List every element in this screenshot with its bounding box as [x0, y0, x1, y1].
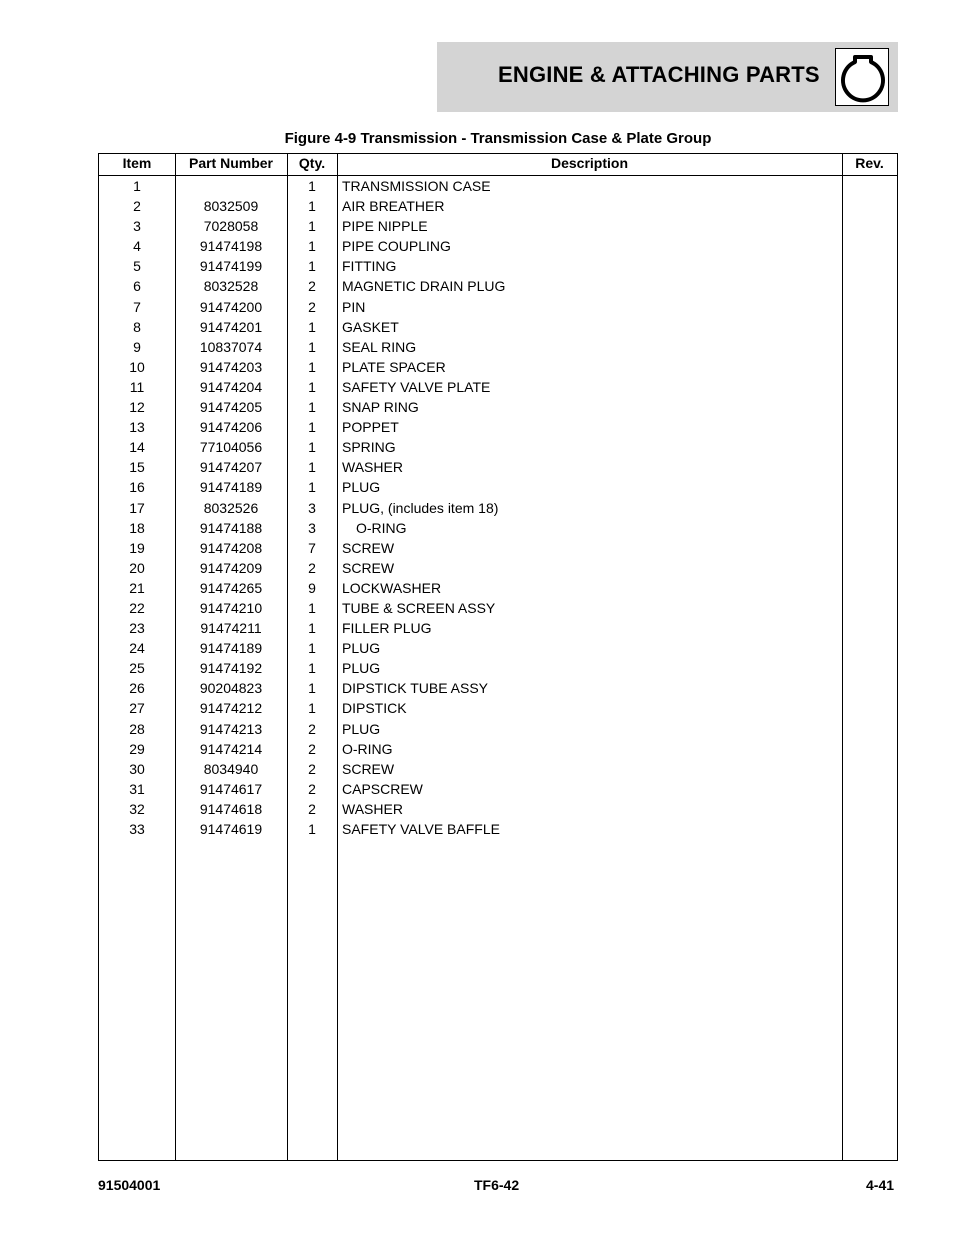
- qty-cell: 1: [308, 599, 316, 616]
- description-cell: PLATE SPACER: [342, 358, 446, 375]
- item-cell: 32: [129, 800, 145, 817]
- part-number-cell: 91474189: [199, 640, 263, 657]
- description-cell: SCREW: [342, 760, 395, 777]
- qty-cell: 1: [308, 238, 316, 255]
- qty-cell: 1: [308, 700, 316, 717]
- item-cell: 30: [129, 760, 145, 777]
- table-body: [99, 176, 897, 839]
- item-cell: 22: [129, 599, 145, 616]
- part-number-cell: 91474206: [199, 419, 263, 436]
- qty-cell: 2: [308, 800, 316, 817]
- header-item: Item: [122, 155, 152, 171]
- description-cell: SNAP RING: [342, 399, 419, 416]
- qty-cell: 1: [308, 680, 316, 697]
- part-number-cell: 91474617: [199, 780, 263, 797]
- part-number-cell: 91474189: [199, 479, 263, 496]
- part-number-cell: 91474265: [199, 579, 263, 596]
- part-number-cell: 91474210: [199, 599, 263, 616]
- part-number-cell: 7028058: [203, 218, 259, 235]
- part-number-cell: [175, 176, 287, 196]
- part-number-cell: 91474200: [199, 298, 263, 315]
- description-cell: SPRING: [342, 439, 396, 456]
- table-row: [99, 598, 897, 618]
- description-cell: O-RING: [342, 740, 393, 757]
- qty-cell: 1: [308, 479, 316, 496]
- table-row: [99, 518, 897, 538]
- engine-section-icon: [835, 48, 889, 106]
- footer-page-code: TF6-42: [474, 1177, 520, 1193]
- item-cell: 13: [129, 419, 145, 436]
- description-cell: WASHER: [342, 800, 403, 817]
- part-number-cell: 77104056: [199, 439, 263, 456]
- item-cell: 6: [133, 278, 141, 295]
- description-cell: PLUG, (includes item 18): [342, 499, 499, 516]
- table-row: [99, 578, 897, 598]
- part-number-cell: 91474199: [199, 258, 263, 275]
- table-row: [99, 457, 897, 477]
- footer-page-number: 4-41: [866, 1177, 895, 1193]
- table-row: [99, 618, 897, 638]
- qty-cell: 7: [308, 539, 316, 556]
- description-cell: GASKET: [342, 318, 399, 335]
- item-cell: 17: [129, 499, 145, 516]
- table-row: [99, 719, 897, 739]
- description-cell: AIR BREATHER: [342, 198, 445, 215]
- qty-cell: 1: [308, 459, 316, 476]
- description-cell: TUBE & SCREEN ASSY: [342, 599, 496, 616]
- table-row: [99, 698, 897, 718]
- part-number-cell: 91474211: [200, 620, 262, 637]
- item-cell: 25: [129, 660, 145, 677]
- description-cell: O-RING: [356, 519, 407, 536]
- qty-cell: 1: [308, 318, 316, 335]
- qty-cell: 2: [308, 298, 316, 315]
- part-number-cell: 91474212: [199, 700, 263, 717]
- item-cell: 12: [129, 399, 145, 416]
- table-row: [99, 276, 897, 296]
- table-row: [99, 538, 897, 558]
- table-row: [99, 739, 897, 759]
- part-number-cell: 8032509: [203, 198, 259, 215]
- header-qty: Qty.: [298, 155, 326, 171]
- table-row: [99, 658, 897, 678]
- qty-cell: 1: [308, 399, 316, 416]
- table-row: [99, 256, 897, 276]
- table-row: [99, 337, 897, 357]
- item-cell: 2: [133, 198, 141, 215]
- qty-cell: 2: [308, 780, 316, 797]
- table-row: [99, 417, 897, 437]
- part-number-cell: 8032528: [203, 278, 259, 295]
- description-cell: FILLER PLUG: [342, 620, 432, 637]
- qty-cell: 1: [308, 178, 316, 194]
- table-row: [99, 498, 897, 518]
- table-row: [99, 678, 897, 698]
- description-cell: SAFETY VALVE PLATE: [342, 378, 491, 395]
- part-number-cell: 91474213: [199, 720, 263, 737]
- qty-cell: 1: [308, 660, 316, 677]
- description-cell: SCREW: [342, 559, 395, 576]
- description-cell: CAPSCREW: [342, 780, 423, 797]
- qty-cell: 2: [308, 278, 316, 295]
- part-number-cell: 91474192: [199, 660, 263, 677]
- part-number-cell: 90204823: [199, 680, 263, 697]
- qty-cell: 1: [308, 821, 316, 837]
- description-cell: MAGNETIC DRAIN PLUG: [342, 278, 506, 295]
- qty-cell: 2: [308, 720, 316, 737]
- figure-title: Figure 4-9 Transmission - Transmission Case & Plate Group: [284, 130, 712, 147]
- item-cell: 20: [129, 559, 145, 576]
- table-row: [99, 377, 897, 397]
- part-number-cell: 91474619: [199, 821, 263, 837]
- description-cell: SAFETY VALVE BAFFLE: [342, 821, 500, 837]
- table-row: [99, 799, 897, 819]
- qty-cell: 1: [308, 218, 316, 235]
- item-cell: 28: [129, 720, 145, 737]
- table-row: [99, 819, 897, 839]
- part-number-cell: 91474618: [199, 800, 263, 817]
- qty-cell: 1: [308, 640, 316, 657]
- item-cell: 9: [133, 338, 141, 355]
- table-row: [99, 477, 897, 497]
- part-number-cell: 91474209: [199, 559, 263, 576]
- part-number-cell: 91474207: [199, 459, 263, 476]
- description-cell: PLUG: [342, 720, 381, 737]
- qty-cell: 1: [308, 419, 316, 436]
- table-row: [99, 236, 897, 256]
- item-cell: 5: [133, 258, 141, 275]
- part-number-cell: 91474204: [199, 378, 263, 395]
- description-cell: PLUG: [342, 479, 381, 496]
- description-cell: LOCKWASHER: [342, 579, 442, 596]
- qty-cell: 1: [308, 620, 316, 637]
- table-row: [99, 437, 897, 457]
- table-row: [99, 779, 897, 799]
- item-cell: 4: [133, 238, 141, 255]
- item-cell: 26: [129, 680, 145, 697]
- description-cell: TRANSMISSION CASE: [342, 178, 491, 194]
- item-cell: 10: [129, 358, 145, 375]
- qty-cell: 1: [308, 258, 316, 275]
- part-number-cell: 91474205: [199, 399, 263, 416]
- table-row: [99, 759, 897, 779]
- part-number-cell: 8032526: [203, 499, 259, 516]
- table-row: [99, 397, 897, 417]
- item-cell: 11: [129, 378, 145, 395]
- description-cell: SCREW: [342, 539, 395, 556]
- item-cell: 14: [129, 439, 145, 456]
- description-cell: PLUG: [342, 640, 381, 657]
- item-cell: 16: [129, 479, 145, 496]
- item-cell: 18: [129, 519, 145, 536]
- section-title: ENGINE & ATTACHING PARTS: [498, 62, 820, 87]
- table-row: [99, 196, 897, 216]
- item-cell: 23: [129, 620, 145, 637]
- part-number-cell: 10837074: [199, 338, 263, 355]
- item-cell: 3: [133, 218, 141, 235]
- part-number-cell: 91474188: [199, 519, 263, 536]
- item-cell: 7: [133, 298, 141, 315]
- item-cell: 31: [129, 780, 145, 797]
- table-row: [99, 317, 897, 337]
- item-cell: 24: [129, 640, 145, 657]
- qty-cell: 2: [308, 760, 316, 777]
- part-number-cell: 8034940: [203, 760, 259, 777]
- item-cell: 8: [133, 318, 141, 335]
- table-row: [99, 297, 897, 317]
- table-row: [99, 638, 897, 658]
- description-cell: FITTING: [342, 258, 397, 275]
- item-cell: 21: [129, 579, 145, 596]
- description-cell: PIN: [342, 298, 366, 315]
- part-number-cell: 91474214: [199, 740, 263, 757]
- qty-cell: 1: [308, 338, 316, 355]
- description-cell: SEAL RING: [342, 338, 417, 355]
- footer-manual-number: 91504001: [98, 1177, 161, 1193]
- item-cell: 27: [129, 700, 145, 717]
- qty-cell: 2: [308, 559, 316, 576]
- item-cell: 1: [133, 178, 141, 194]
- table-row: [99, 216, 897, 236]
- qty-cell: 1: [308, 358, 316, 375]
- description-cell: DIPSTICK: [342, 700, 407, 717]
- item-cell: 33: [129, 821, 145, 837]
- qty-cell: 9: [308, 579, 316, 596]
- description-cell: WASHER: [342, 459, 403, 476]
- description-cell: PLUG: [342, 660, 381, 677]
- qty-cell: 2: [308, 740, 316, 757]
- table-header: [99, 154, 897, 176]
- item-cell: 29: [129, 740, 145, 757]
- qty-cell: 1: [308, 378, 316, 395]
- qty-cell: 3: [308, 499, 316, 516]
- part-number-cell: 91474201: [199, 318, 263, 335]
- header-description: Description: [550, 155, 628, 171]
- part-number-cell: 91474198: [199, 238, 263, 255]
- description-cell: PIPE COUPLING: [342, 238, 451, 255]
- description-cell: PIPE NIPPLE: [342, 218, 428, 235]
- table-row: [99, 558, 897, 578]
- item-cell: 19: [129, 539, 145, 556]
- header-part-number: Part Number: [188, 155, 274, 171]
- part-number-cell: 91474203: [199, 358, 263, 375]
- header-rev: Rev.: [855, 155, 884, 171]
- qty-cell: 1: [308, 198, 316, 215]
- parts-table: [98, 153, 898, 1161]
- description-cell: DIPSTICK TUBE ASSY: [342, 680, 489, 697]
- qty-cell: 1: [308, 439, 316, 456]
- table-row: [99, 176, 897, 196]
- part-number-cell: 91474208: [199, 539, 263, 556]
- qty-cell: 3: [308, 519, 316, 536]
- item-cell: 15: [129, 459, 145, 476]
- table-row: [99, 357, 897, 377]
- description-cell: POPPET: [342, 419, 399, 436]
